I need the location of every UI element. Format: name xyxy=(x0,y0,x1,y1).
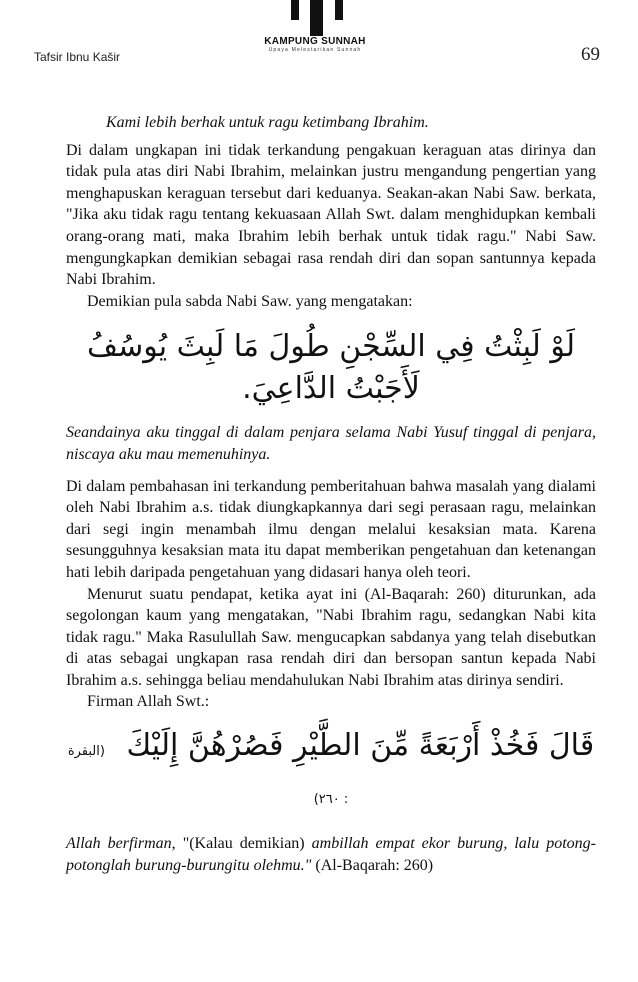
kampung-sunnah-logo xyxy=(250,0,380,64)
paragraph-explanation: Di dalam ungkapan ini tidak terkandung pengakuan keraguan atas dirinya dan tidak pula atas diri Nabi Ibrahim, melainkan justru mengandung pengertian yang menghapuskan keraguan tersebut dari keduanya. Seakan-akan Nabi Saw. berkata, "Jika aku tidak ragu tentang kekuasaan Allah Swt. dalam menghidupkan kembali orang-orang mati, maka Ibrahim lebih berhak untuk tidak ragu." Nabi Saw. mengungkapkan demikian sebagai rasa rendah diri dan sopan santunnya kepada Nabi Ibrahim. xyxy=(66,141,596,289)
arabic-verse-reference: (البقرة : ٢٦٠) xyxy=(67,744,349,808)
running-title: Tafsir Ibnu Kašir xyxy=(34,50,121,64)
page-number: 69 xyxy=(581,44,600,65)
verse-translation xyxy=(66,833,596,876)
page-body xyxy=(66,112,596,876)
arabic-verse-text: قَالَ فَخُذْ أَرْبَعَةً مِّنَ الطَّيْرِ فَصُرْهُنَّ إِلَيْكَ xyxy=(126,728,595,764)
paragraph-intro-hadith: Demikian pula sabda Nabi Saw. yang mengatakan: xyxy=(87,292,413,310)
arabic-verse xyxy=(66,725,596,821)
logo-mark-icon xyxy=(250,0,380,36)
translation-italic-b: ambillah empat ekor burung, lalu potong-potonglah burung-burung xyxy=(66,835,597,874)
paragraph-opinion: Menurut suatu pendapat, ketika ayat ini (Al-Baqarah: 260) diturunkan, ada segolongan kaum yang mengatakan, "Nabi Ibrahim ragu, sedangkan Nabi kita tidak ragu." Maka Rasulullah Saw. mengucapkan sabdanya yang telah disebutkan di atas sebagai ungkapan rasa rendah diri dan bersopan santun kepada Nabi Ibrahim a.s. sehingga beliau mendahulukan Nabi Ibrahim atas dirinya sendiri. xyxy=(66,585,596,689)
paragraph-firman: Firman Allah Swt.: xyxy=(87,693,210,711)
arabic-hadith: لَوْ لَبِثْتُ فِي السِّجْنِ طُولَ مَا لَبِثَ يُوسُفُ لَأَجَبْتُ الدَّاعِيَ. xyxy=(87,329,575,407)
translation-italic-c: itu olehmu." xyxy=(232,856,312,874)
translation-italic-a: Allah berfirman, xyxy=(66,835,176,853)
page-header xyxy=(0,0,638,80)
hadith-translation: Seandainya aku tinggal di dalam penjara selama Nabi Yusuf tinggal di penjara, niscaya aku mau memenuhinya. xyxy=(66,424,596,463)
hadith-translation-end: Kami lebih berhak untuk ragu ketimbang Ibrahim. xyxy=(106,114,429,131)
logo-tagline: Upaya Melestarikan Sunnah xyxy=(268,47,362,53)
paragraph-discussion: Di dalam pembahasan ini terkandung pemberitahuan bahwa masalah yang dialami oleh Nabi Ibrahim a.s. tidak diungkapkannya dari segi perasaan ragu, melainkan dari segi ingin menambah ilmu dengan melalui kesaksian mata. Karena sesungguhnya kesaksian mata itu dapat memberikan pengetahuan dan ketenangan hati lebih daripada pengetahuan yang didasari hanya oleh teori. xyxy=(66,477,596,581)
translation-plain-a: "(Kalau demikian) xyxy=(175,835,312,853)
logo-name: KAMPUNG SUNNAH xyxy=(264,36,366,47)
translation-plain-b: (Al-Baqarah: 260) xyxy=(311,856,434,874)
